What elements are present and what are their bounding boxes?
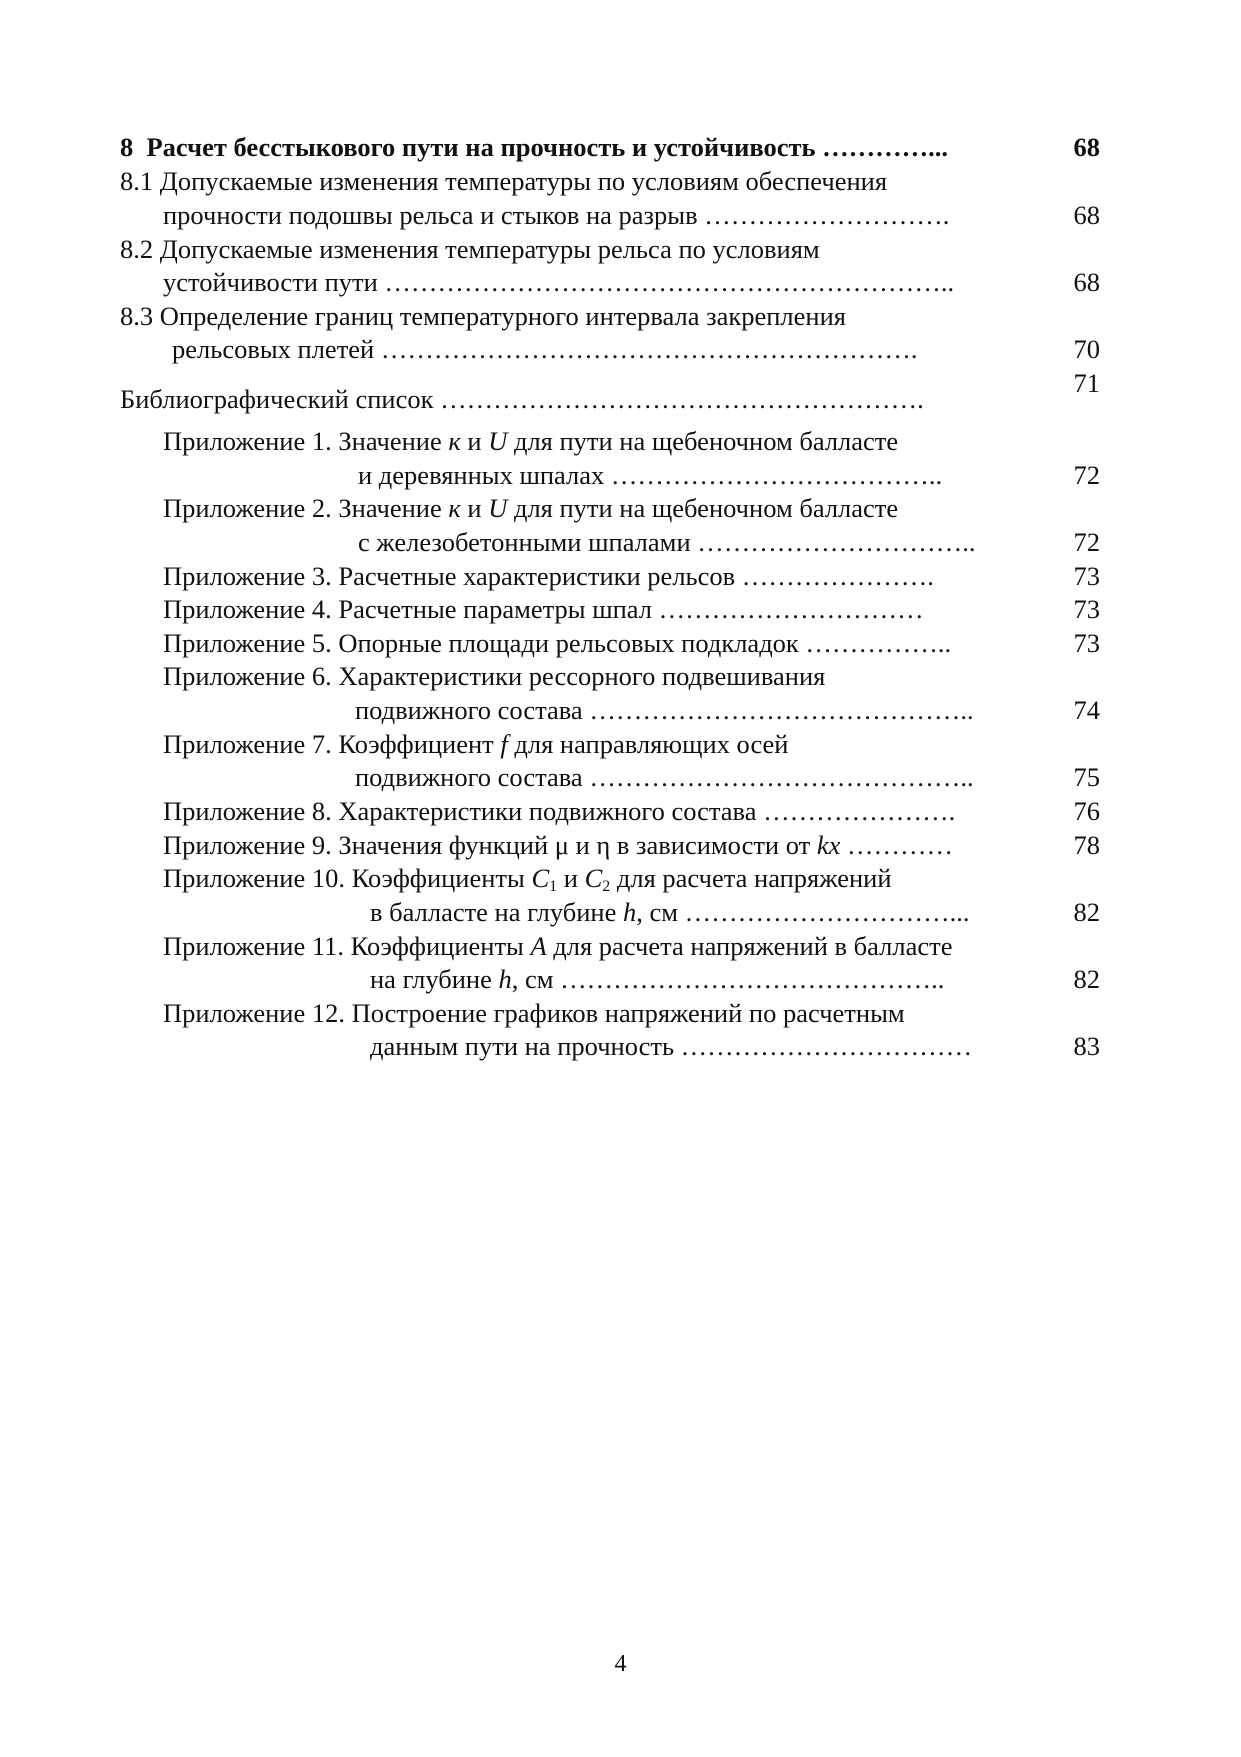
toc-appendix-2-line2: с железобетонными шпалами …………………………..	[358, 527, 976, 557]
toc-appendix-4-title: Приложение 4. Расчетные параметры шпал …………………………	[163, 594, 924, 624]
toc-8-3-page: 70	[1073, 334, 1100, 364]
toc-appendix-7-page: 75	[1073, 762, 1100, 792]
toc-appendix-4-page: 73	[1073, 594, 1100, 624]
toc-appendix-12-page: 83	[1073, 1031, 1100, 1061]
toc-appendix-1-page: 72	[1073, 460, 1100, 490]
toc-appendix-6-line1: Приложение 6. Характеристики рессорного подвешивания	[163, 661, 826, 691]
toc-appendix-11-line2: на глубине h, см ……………………………………..	[370, 964, 945, 994]
toc-8-2-page: 68	[1073, 267, 1100, 297]
toc-appendix-1-line1: Приложение 1. Значение к и U для пути на щебеночном балласте	[163, 426, 899, 456]
toc-chapter-8-title: 8 Расчет бесстыкового пути на прочность и устойчивость …………...	[120, 132, 949, 162]
toc-appendix-10-line1: Приложение 10. Коэффициенты $C_1$ и $C_2$ для расчета напряжений	[163, 863, 892, 895]
toc-8-1-page: 68	[1073, 200, 1100, 230]
toc-8-2-line1: 8.2 Допускаемые изменения температуры рельса по условиям	[120, 234, 820, 264]
toc-appendix-12-line1: Приложение 12. Построение графиков напряжений по расчетным	[163, 998, 905, 1028]
toc-bibliography-title: Библиографический список ……………………………………………….	[120, 384, 924, 414]
toc-8-3-line1: 8.3 Определение границ температурного интервала закрепления	[120, 301, 846, 331]
toc-appendix-6-page: 74	[1073, 695, 1100, 725]
toc-appendix-10-page: 82	[1073, 897, 1100, 927]
toc-chapter-8-page: 68	[1073, 132, 1100, 162]
toc-appendix-8-title: Приложение 8. Характеристики подвижного состава ………………….	[163, 796, 956, 826]
toc-appendix-7-line1: Приложение 7. Коэффициент f для направляющих осей	[163, 729, 789, 759]
toc-8-3-line2: рельсовых плетей …………………………………………………….	[172, 334, 918, 364]
toc-appendix-6-line2: подвижного состава ……………………………………..	[355, 695, 974, 725]
toc-appendix-5-page: 73	[1073, 628, 1100, 658]
toc-appendix-2-line1: Приложение 2. Значение к и U для пути на щебеночном балласте	[163, 493, 899, 523]
toc-appendix-8-page: 76	[1073, 796, 1100, 826]
toc-appendix-10-line2: в балласте на глубине h, см …………………………...	[370, 897, 970, 927]
toc-8-1-line1: 8.1 Допускаемые изменения температуры по условиям обеспечения	[120, 166, 888, 196]
toc-8-1-line2: прочности подошвы рельса и стыков на разрыв ……………………….	[163, 200, 950, 230]
toc-appendix-7-line2: подвижного состава ……………………………………..	[355, 762, 974, 792]
toc-8-2-line2: устойчивости пути ………………………………………………………..	[163, 267, 955, 297]
toc-appendix-3-title: Приложение 3. Расчетные характеристики рельсов ………………….	[163, 561, 934, 591]
toc-appendix-9-page: 78	[1073, 830, 1100, 860]
toc-appendix-9-title: Приложение 9. Значения функций μ и η в зависимости от kx …………	[163, 830, 953, 860]
toc-appendix-1-line2: и деревянных шпалах ………………………………..	[358, 460, 943, 490]
toc-appendix-5-title: Приложение 5. Опорные площади рельсовых подкладок ……………..	[163, 628, 952, 658]
toc-appendix-11-page: 82	[1073, 964, 1100, 994]
toc-appendix-12-line2: данным пути на прочность ……………………………	[370, 1031, 973, 1061]
toc-bibliography-page: 71	[1073, 368, 1100, 398]
toc-appendix-3-page: 73	[1073, 561, 1100, 591]
page-number: 4	[614, 1651, 627, 1677]
toc-appendix-11-line1: Приложение 11. Коэффициенты A для расчета напряжений в балласте	[163, 931, 953, 961]
toc-appendix-2-page: 72	[1073, 527, 1100, 557]
